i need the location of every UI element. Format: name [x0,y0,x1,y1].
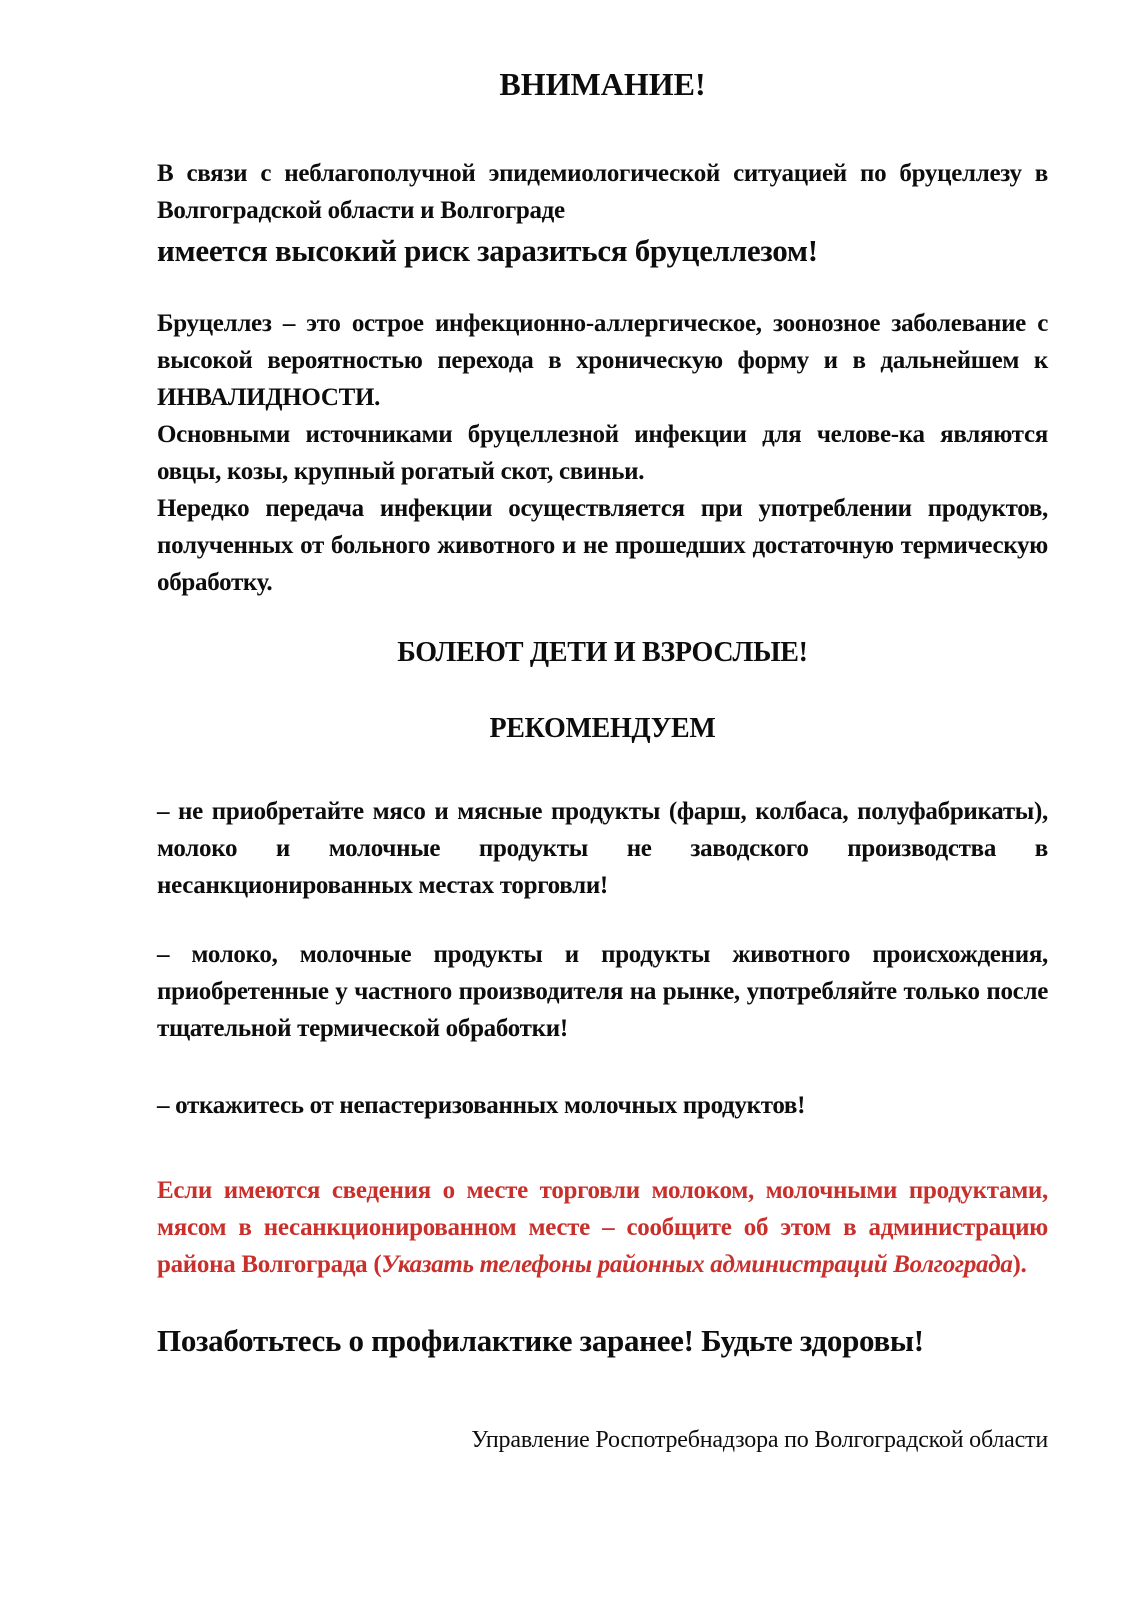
recommendation-item-2: – молоко, молочные продукты и продукты животного происхождения, приобретенные у частного производителя на рынке, употребляйте только после тщательной термической обработки! [157,941,1048,1042]
infection-sources-paragraph: Основными источниками бруцеллезной инфекции для челове-ка являются овцы, козы, крупный рогатый скот, свиньи. [157,421,1048,485]
report-alert-italic-note: Указать телефоны районных администраций Волгограда [381,1251,1013,1278]
disease-description-paragraph: Бруцеллез – это острое инфекционно-аллергическое, зоонозное заболевание с высокой вероятностью перехода в хроническую форму и в дальнейшем к ИНВАЛИДНОСТИ. [157,310,1048,411]
page-title: ВНИМАНИЕ! [499,66,706,102]
report-alert-paragraph [157,1172,1048,1283]
transmission-paragraph: Нередко передача инфекции осуществляется при употреблении продуктов, полученных от больного животного и не прошедших достаточную термическую обработку. [157,495,1048,596]
heading-children-and-adults: БОЛЕЮТ ДЕТИ И ВЗРОСЛЫЕ! [397,637,808,668]
issuing-authority-signature: Управление Роспотребнадзора по Волгоградской области [471,1427,1048,1453]
report-alert-text: Если имеются сведения о месте торговли молоком, молочными продуктами, мясом в несанкционированном месте – сообщите об этом в администрацию района Волгограда ( [157,1177,1048,1278]
recommendation-item-1: – не приобретайте мясо и мясные продукты (фарш, колбаса, полуфабрикаты), молоко и молочные продукты не заводского производства в несанкционированных местах торговли! [157,798,1048,899]
report-alert-closing: ). [1012,1251,1027,1278]
risk-statement: имеется высокий риск заразиться бруцеллезом! [157,233,818,268]
heading-recommendations: РЕКОМЕНДУЕМ [489,713,716,744]
recommendation-item-3: – откажитесь от непастеризованных молочных продуктов! [157,1092,806,1119]
intro-paragraph: В связи с неблагополучной эпидемиологической ситуацией по бруцеллезу в Волгоградской области и Волгограде [157,160,1048,224]
closing-statement: Позаботьтесь о профилактике заранее! Будьте здоровы! [157,1323,924,1358]
disease-info-block [157,305,1048,601]
